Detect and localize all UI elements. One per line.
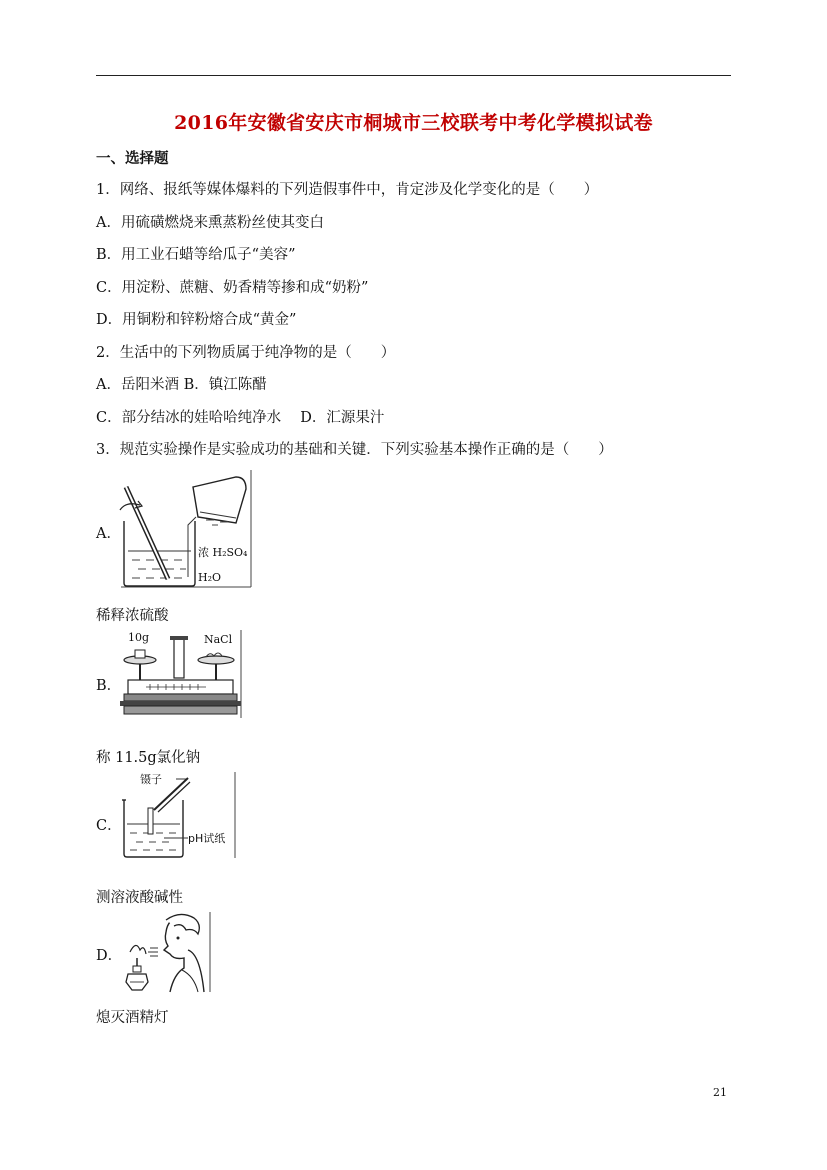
question-3-option-d-caption: 熄灭酒精灯 [96, 1010, 169, 1026]
question-3-option-a-letter: A． [96, 526, 121, 542]
page-number: 21 [713, 1086, 727, 1099]
page-title: 2016年安徽省安庆市桐城市三校联考中考化学模拟试卷 [174, 112, 653, 134]
question-2-option-cd: C．部分结冰的娃哈哈纯净水 D．汇源果汁 [96, 410, 385, 426]
question-1-option-a: A．用硫磺燃烧来熏蒸粉丝使其变白 [96, 215, 324, 231]
fig-a-label-water: H₂O [198, 571, 222, 584]
fig-b-label-nacl: NaCl [204, 633, 233, 646]
question-2-option-ab: A．岳阳米酒 B．镇江陈醋 [96, 377, 267, 393]
question-3-option-c-caption: 测溶液酸碱性 [96, 890, 183, 906]
question-3-option-b-caption: 称 11.5g氯化钠 [96, 750, 201, 766]
ph-test-figure [118, 770, 238, 860]
fig-c-label-ph-paper: pH试纸 [188, 832, 226, 845]
header-rule [96, 75, 731, 76]
question-3-option-c-letter: C． [96, 818, 122, 834]
fig-c-label-tweezers: 镊子 [140, 773, 162, 786]
fig-b-label-weight: 10g [128, 631, 150, 644]
question-1-stem: 1．网络、报纸等媒体爆料的下列造假事件中，肯定涉及化学变化的是（ ） [96, 182, 599, 198]
question-1-option-b: B．用工业石蜡等给瓜子“美容” [96, 247, 296, 263]
dilute-acid-figure [118, 467, 256, 590]
section-heading: 一、选择题 [96, 150, 169, 167]
question-3-option-b-letter: B． [96, 678, 122, 694]
question-1-option-c: C．用淀粉、蔗糖、奶香精等掺和成“奶粉” [96, 280, 369, 296]
question-3-option-a-caption: 稀释浓硫酸 [96, 608, 169, 624]
balance-figure [118, 628, 243, 720]
question-3-option-d-letter: D． [96, 948, 123, 964]
question-3-stem: 3．规范实验操作是实验成功的基础和关键．下列实验基本操作正确的是（ ） [96, 442, 613, 458]
alcohol-lamp-figure [118, 910, 213, 995]
question-1-option-d: D．用铜粉和锌粉熔合成“黄金” [96, 312, 297, 328]
question-2-stem: 2．生活中的下列物质属于纯净物的是（ ） [96, 345, 396, 361]
fig-a-label-acid: 浓 H₂SO₄ [198, 546, 248, 559]
